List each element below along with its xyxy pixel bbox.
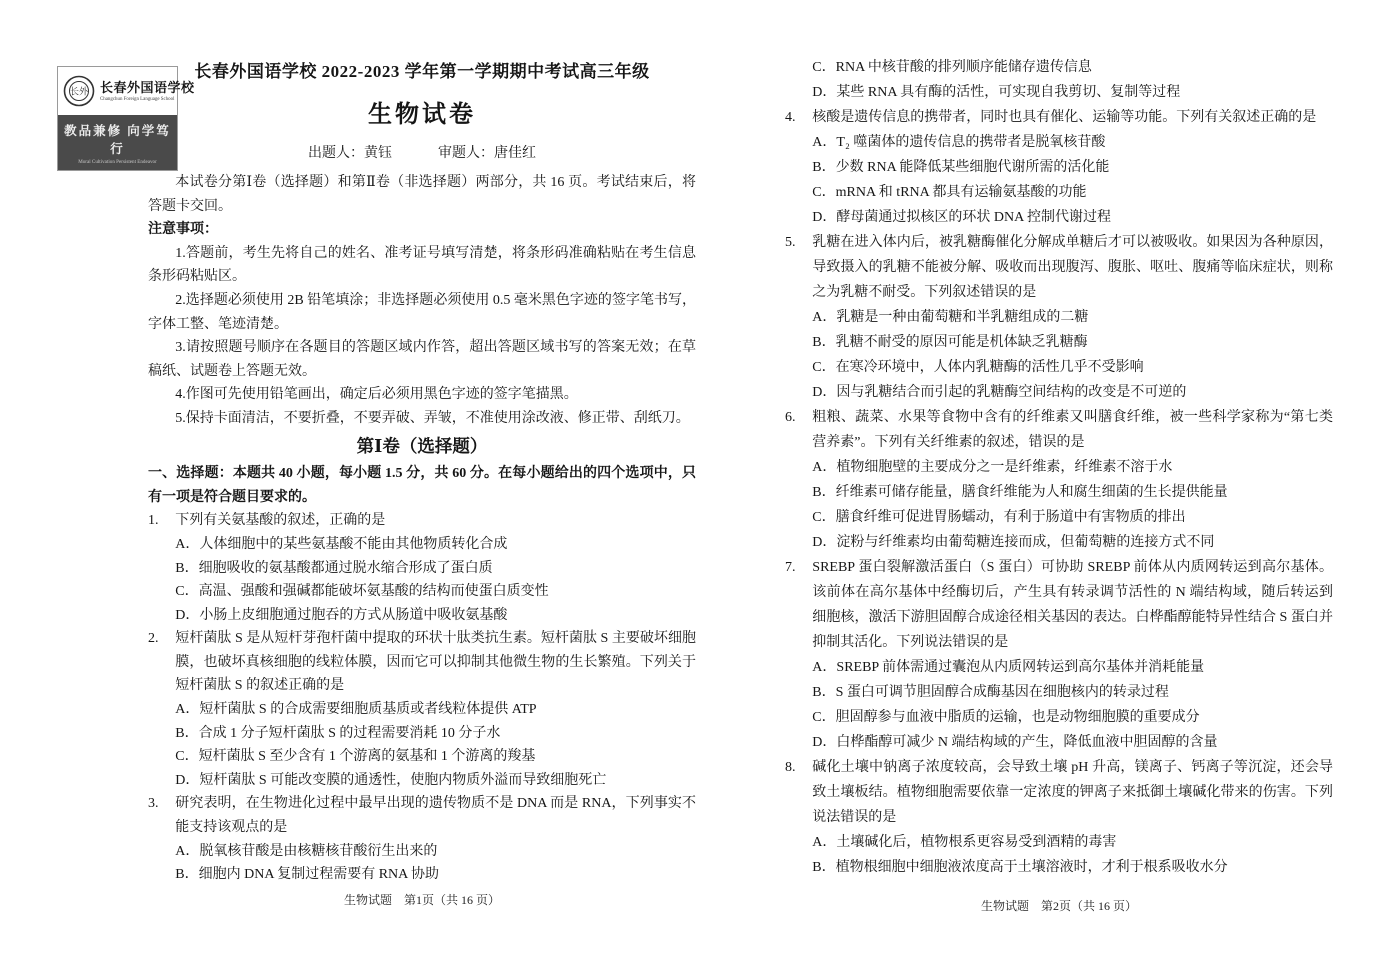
question	[785, 405, 1333, 455]
option: B．植物根细胞中细胞液浓度高于土壤溶液时，才利于根系吸收水分	[812, 860, 1228, 875]
school-motto-en: Moral Cultivation Persistent Endeavor	[78, 159, 157, 165]
question	[148, 627, 696, 698]
option: B．纤维素可储存能量，膳食纤维能为人和腐生细菌的生长提供能量	[812, 485, 1228, 500]
paragraph: 3.请按照题号顺序在各题目的答题区域内作答，超出答题区域书写的答案无效；在草稿纸、试题卷上答题无效。	[148, 340, 696, 379]
option: C．膳食纤维可促进胃肠蠕动，有利于肠道中有害物质的排出	[812, 510, 1186, 525]
notice-heading: 注意事项：	[148, 222, 218, 238]
question-text: 粗粮、蔬菜、水果等食物中含有的纤维素又叫膳食纤维，被一些科学家称为“第七类营养素”。下列有关纤维素的叙述，错误的是	[812, 410, 1333, 450]
question	[785, 105, 1333, 130]
page2-footer: 生物试题 第2页（共 16 页）	[980, 899, 1137, 913]
svg-text:长外: 长外	[69, 86, 89, 97]
option: D．淀粉与纤维素均由葡萄糖连接而成，但葡萄糖的连接方式不同	[812, 535, 1215, 550]
option: C．mRNA 和 tRNA 都具有运输氨基酸的功能	[812, 185, 1087, 200]
question-text: 下列有关氨基酸的叙述，正确的是	[175, 513, 386, 529]
option: D．白桦酯醇可减少 N 端结构域的产生，降低血液中胆固醇的含量	[812, 735, 1218, 750]
option: C．RNA 中核苷酸的排列顺序能储存遗传信息	[812, 60, 1092, 75]
school-motto-cn: 教品兼修 向学笃行	[64, 124, 171, 156]
question-text: SREBP 蛋白裂解激活蛋白（S 蛋白）可协助 SREBP 前体从内质网转运到高尔基体。该前体在高尔基体中经酶切后，产生具有转录调节活性的 N 端结构域，随后转运到细胞核，激活下游胆固醇合成途径相关基因的表达。白桦酯醇能特异性结合 S 蛋白并抑制其活化。下列说法错误的是	[812, 560, 1333, 650]
option: C．在寒冷环境中，人体内乳糖酶的活性几乎不受影响	[812, 360, 1144, 375]
option: C．胆固醇参与血液中脂质的运输，也是动物细胞膜的重要成分	[812, 710, 1200, 725]
option: B．少数 RNA 能降低某些细胞代谢所需的活化能	[812, 160, 1110, 175]
option: A．植物细胞壁的主要成分之一是纤维素，纤维素不溶于水	[812, 460, 1173, 475]
page1-footer: 生物试题 第1页（共 16 页）	[343, 893, 500, 907]
option: A．人体细胞中的某些氨基酸不能由其他物质转化合成	[175, 536, 508, 552]
authors-line	[148, 142, 696, 162]
question-text: 研究表明，在生物进化过程中最早出现的遗传物质不是 DNA 而是 RNA，下列事实不能支持该观点的是	[175, 796, 696, 836]
question	[148, 792, 696, 839]
option: A．T₂ 噬菌体的遗传信息的携带者是脱氧核苷酸	[812, 135, 1106, 150]
option: A．土壤碱化后，植物根系更容易受到酒精的毒害	[812, 835, 1117, 850]
option: D．某些 RNA 具有酶的活性，可实现自我剪切、复制等过程	[812, 85, 1181, 100]
option: C．短杆菌肽 S 至少含有 1 个游离的氨基和 1 个游离的羧基	[175, 749, 536, 765]
paragraph: 1.答题前，考生先将自己的姓名、准考证号填写清楚，将条形码准确粘贴在考生信息条形码粘贴区。	[148, 245, 696, 285]
school-name-en: Changchun Foreign Language School	[100, 96, 175, 102]
option: B．S 蛋白可调节胆固醇合成酶基因在细胞核内的转录过程	[812, 685, 1169, 700]
option: D．因与乳糖结合而引起的乳糖酶空间结构的改变是不可逆的	[812, 385, 1187, 400]
school-seal-icon	[63, 75, 95, 107]
question-text: 核酸是遗传信息的携带者，同时也具有催化、运输等功能。下列有关叙述正确的是	[812, 110, 1317, 125]
question-number: 4.	[785, 110, 796, 125]
subject-title: 生物试卷	[368, 102, 476, 128]
question-number: 8.	[785, 760, 796, 775]
question-number: 7.	[785, 560, 796, 575]
option: D．短杆菌肽 S 可能改变膜的通透性，使胞内物质外溢而导致细胞死亡	[175, 772, 607, 788]
option: C．高温、强酸和强碱都能破坏氨基酸的结构而使蛋白质变性	[175, 584, 549, 600]
question-text: 乳糖在进入体内后，被乳糖酶催化分解成单糖后才可以被吸收。如果因为各种原因，导致摄入的乳糖不能被分解、吸收而出现腹泻、腹胀、呕吐、腹痛等临床症状，则称之为乳糖不耐受。下列叙述错误的是	[812, 235, 1333, 300]
question-text: 碱化土壤中钠离子浓度较高，会导致土壤 pH 升高，镁离子、钙离子等沉淀，还会导致土壤板结。植物细胞需要依靠一定浓度的钾离子来抵御土壤碱化带来的伤害。下列说法错误的是	[812, 760, 1333, 825]
paragraph: 4.作图可先使用铅笔画出，确定后必须用黑色字迹的签字笔描黑。	[175, 387, 578, 403]
question-number: 1.	[148, 513, 159, 529]
option: A．SREBP 前体需通过囊泡从内质网转运到高尔基体并消耗能量	[812, 660, 1205, 675]
page-2	[785, 55, 1333, 880]
option: B．细胞内 DNA 复制过程需要有 RNA 协助	[175, 867, 439, 883]
option: B．乳糖不耐受的原因可能是机体缺乏乳糖酶	[812, 335, 1088, 350]
school-name-cn: 长春外国语学校	[100, 80, 195, 95]
option: A．脱氧核苷酸是由核糖核苷酸衍生出来的	[175, 843, 438, 859]
paragraph: 2.选择题必须使用 2B 铅笔填涂；非选择题必须使用 0.5 毫米黑色字迹的签字笔书写，字体工整、笔迹清楚。	[148, 292, 696, 332]
page-1	[148, 57, 696, 887]
question	[148, 509, 696, 533]
question-number: 6.	[785, 410, 796, 425]
question-number: 3.	[148, 796, 159, 812]
setter-label: 出题人：黄钰	[308, 146, 392, 161]
paragraph: 本试卷分第Ⅰ卷（选择题）和第Ⅱ卷（非选择题）两部分，共 16 页。考试结束后，将答题卡交回。	[148, 175, 696, 214]
section-heading: 第Ⅰ卷（选择题）	[356, 435, 488, 456]
option: A．短杆菌肽 S 的合成需要细胞质基质或者线粒体提供 ATP	[175, 702, 537, 718]
question	[785, 230, 1333, 305]
question-number: 5.	[785, 235, 796, 250]
exam-title: 长春外国语学校 2022-2023 学年第一学期期中考试高三年级	[194, 62, 650, 81]
option: D．酵母菌通过拟核区的环状 DNA 控制代谢过程	[812, 210, 1111, 225]
page1-body	[148, 171, 696, 887]
question-text: 短杆菌肽 S 是从短杆芽孢杆菌中提取的环状十肽类抗生素。短杆菌肽 S 主要破坏细胞膜，也破坏真核细胞的线粒体膜，因而它可以抑制其他微生物的生长繁殖。下列关于短杆菌肽 S 的叙述正确的是	[175, 631, 696, 694]
option: D．小肠上皮细胞通过胞吞的方式从肠道中吸收氨基酸	[175, 607, 508, 623]
section-instruction: 一、选择题：本题共 40 小题，每小题 1.5 分，共 60 分。在每小题给出的四个选项中，只有一项是符合题目要求的。	[148, 466, 696, 505]
paragraph: 5.保持卡面清洁，不要折叠，不要弄破、弄皱，不准使用涂改液、修正带、刮纸刀。	[175, 410, 690, 426]
question	[785, 555, 1333, 655]
option: B．细胞吸收的氨基酸都通过脱水缩合形成了蛋白质	[175, 560, 493, 576]
question-number: 2.	[148, 631, 159, 647]
question	[785, 755, 1333, 830]
option: B．合成 1 分子短杆菌肽 S 的过程需要消耗 10 分子水	[175, 725, 501, 741]
page2-body	[785, 55, 1333, 880]
reviewer-label: 审题人：唐佳红	[438, 146, 536, 161]
option: A．乳糖是一种由葡萄糖和半乳糖组成的二糖	[812, 310, 1089, 325]
